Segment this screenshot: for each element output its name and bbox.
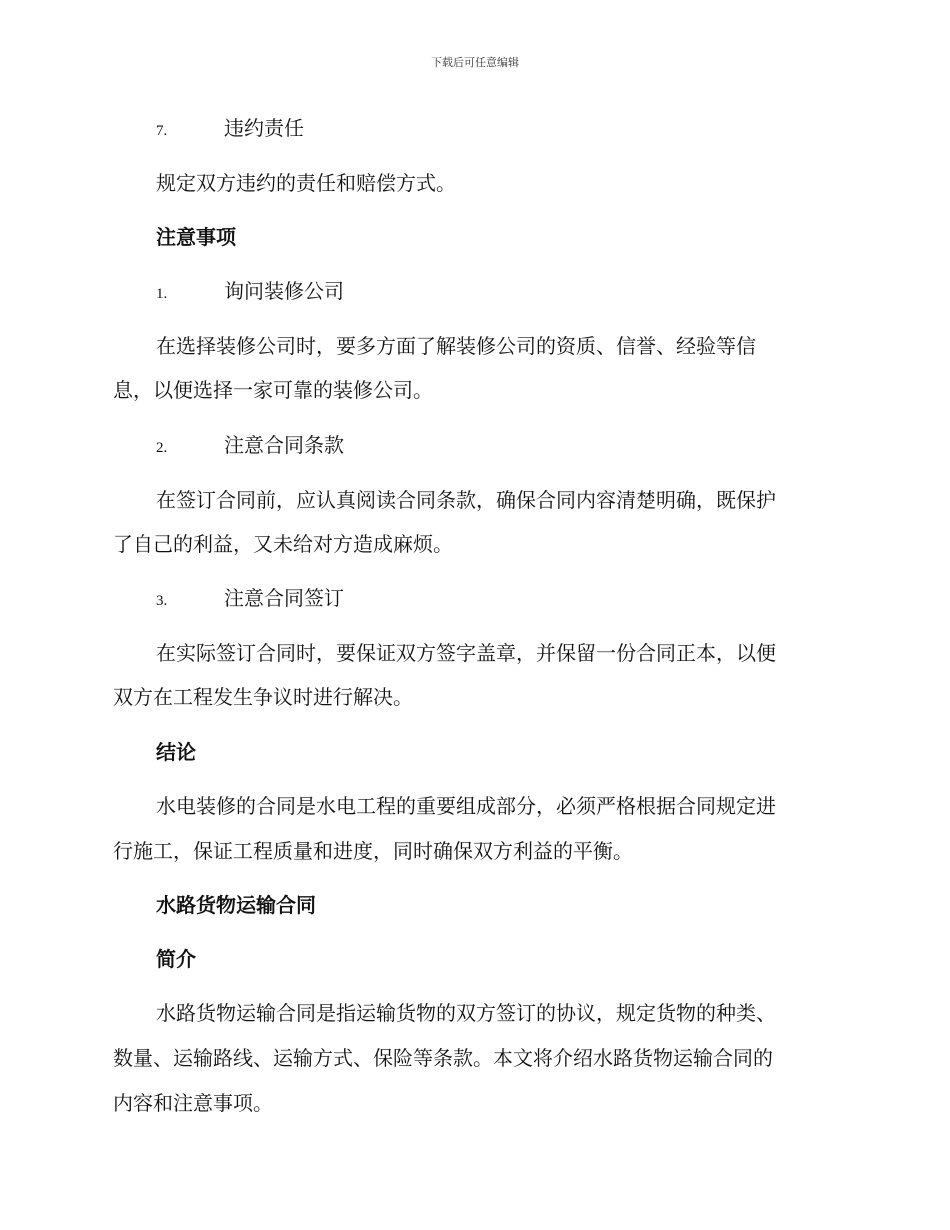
list-number: 2. <box>156 440 168 456</box>
paragraph-line: 数量、运输路线、运输方式、保险等条款。本文将介绍水路货物运输合同的 <box>113 1046 773 1070</box>
paragraph-line: 了自己的利益，又未给对方造成麻烦。 <box>113 532 453 556</box>
paragraph-line: 在实际签订合同时，要保证双方签字盖章，并保留一份合同正本，以便 <box>156 641 776 665</box>
list-item-7 <box>156 113 876 146</box>
list-item-title: 注意合同条款 <box>224 433 344 457</box>
list-item-3 <box>156 583 876 616</box>
paragraph-line: 双方在工程发生争议时进行解决。 <box>113 685 413 709</box>
paragraph-line: 水路货物运输合同是指运输货物的双方签订的协议，规定货物的种类、 <box>156 1001 776 1025</box>
paragraph-line: 息，以便选择一家可靠的装修公司。 <box>113 378 433 402</box>
section-heading-notes: 注意事项 <box>156 225 236 249</box>
header-note: 下载后可任意编辑 <box>431 56 519 69</box>
paragraph-line: 行施工，保证工程质量和进度，同时确保双方利益的平衡。 <box>113 839 633 863</box>
list-number: 7. <box>156 123 168 139</box>
paragraph-line: 在选择装修公司时，要多方面了解装修公司的资质、信誉、经验等信 <box>156 334 756 358</box>
document-title: 水路货物运输合同 <box>156 893 316 917</box>
list-item-1 <box>156 276 876 309</box>
list-item-2 <box>156 430 876 463</box>
section-heading-intro: 简介 <box>156 947 196 971</box>
paragraph-line: 水电装修的合同是水电工程的重要组成部分，必须严格根据合同规定进 <box>156 794 776 818</box>
section-heading-conclusion: 结论 <box>156 740 196 764</box>
list-item-title: 询问装修公司 <box>224 279 344 303</box>
paragraph-breach: 规定双方违约的责任和赔偿方式。 <box>156 171 456 195</box>
paragraph-line: 在签订合同前，应认真阅读合同条款，确保合同内容清楚明确，既保护 <box>156 488 776 512</box>
list-item-title: 注意合同签订 <box>224 586 344 610</box>
list-number: 3. <box>156 593 168 609</box>
list-number: 1. <box>156 286 168 302</box>
paragraph-line: 内容和注意事项。 <box>113 1091 273 1115</box>
list-item-title: 违约责任 <box>224 116 304 140</box>
